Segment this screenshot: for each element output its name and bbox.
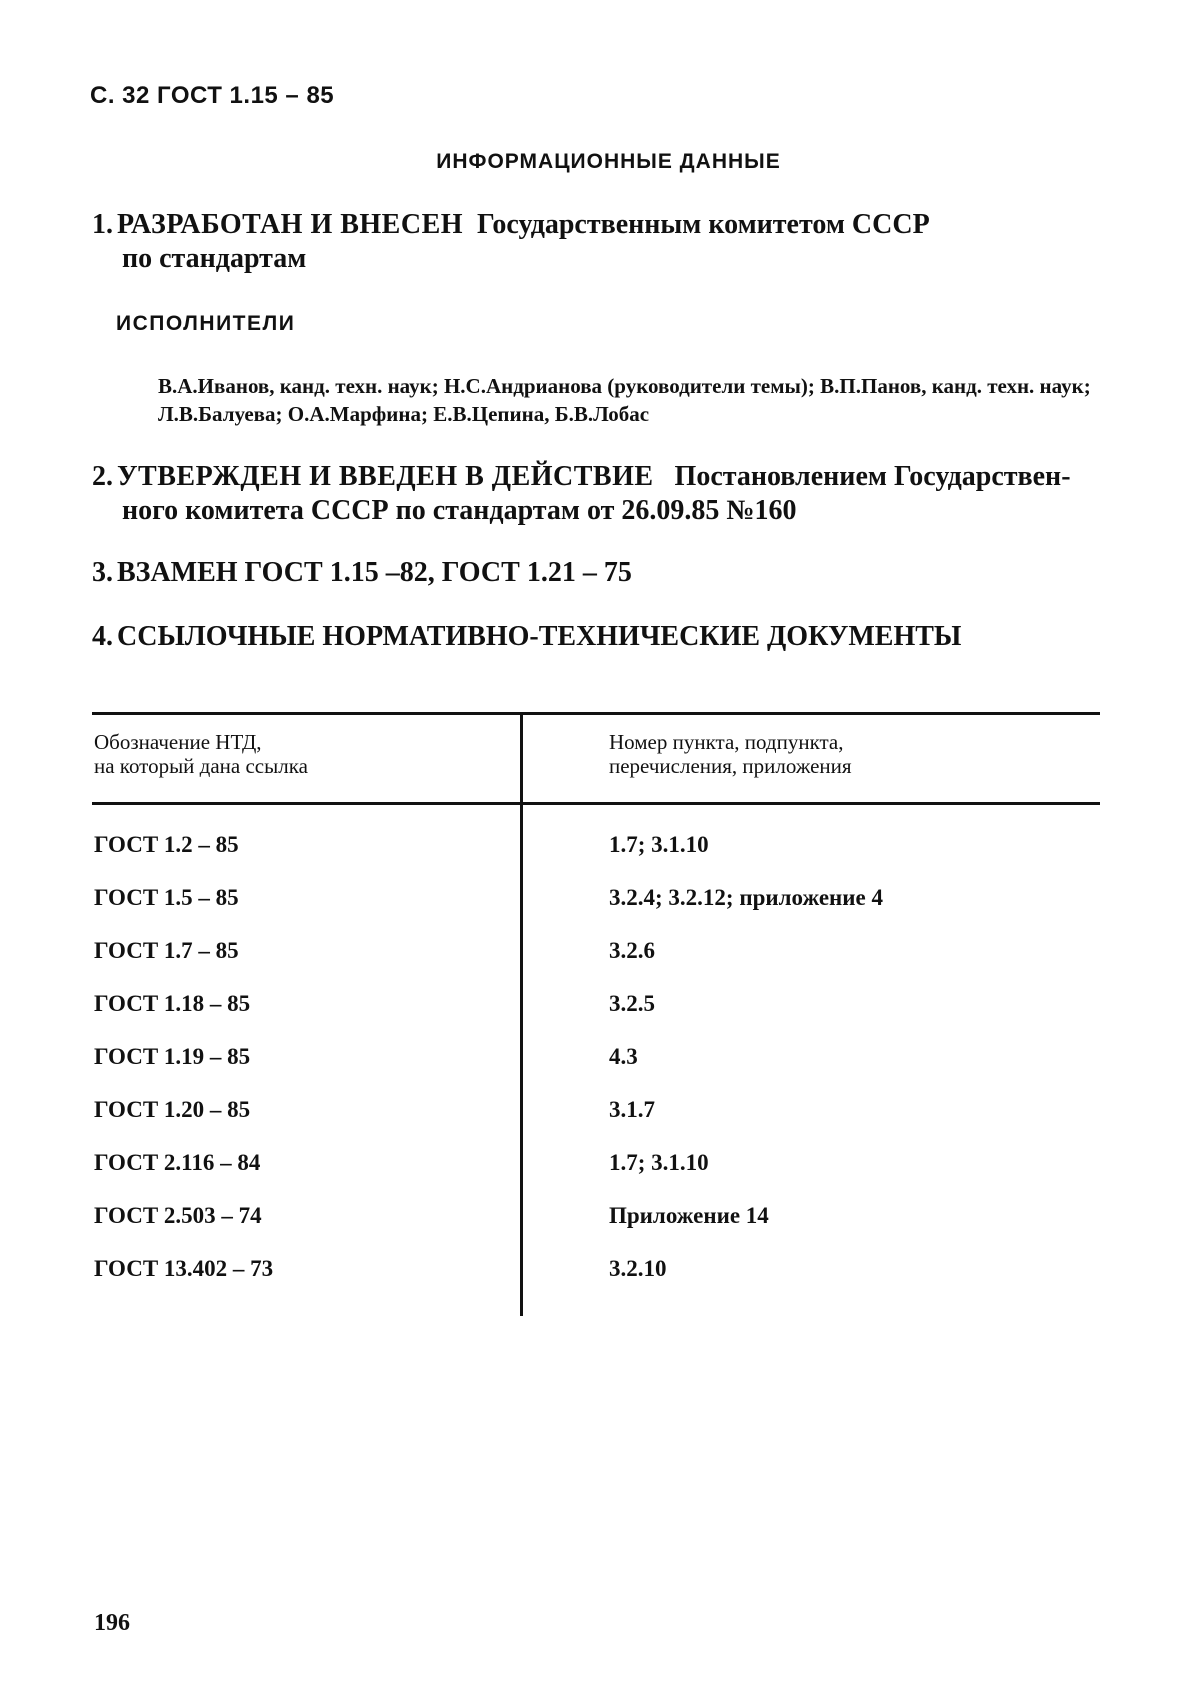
cell-document: ГОСТ 13.402 – 73 <box>94 1256 274 1281</box>
item-continuation: по стандартам <box>122 243 307 274</box>
references-table <box>92 712 1100 1316</box>
performers-list: В.А.Иванов, канд. техн. наук; Н.С.Андрианова (руководители темы); В.П.Панов, канд. техн. наук; Л.В.Балуева; О.А.Марфина; Е.В.Цепина, Б.В.Лобас <box>158 374 1091 426</box>
item-number: 1. <box>92 209 113 240</box>
header-line: Номер пункта, подпункта, <box>609 730 844 754</box>
item-approved <box>92 460 1102 528</box>
table-header-clause <box>609 730 1089 778</box>
item-text: ССЫЛОЧНЫЕ НОРМАТИВНО-ТЕХНИЧЕСКИЕ ДОКУМЕНТЫ <box>117 621 962 652</box>
header-line: перечисления, приложения <box>609 754 852 778</box>
table-row <box>92 1097 1100 1150</box>
performers-heading: ИСПОЛНИТЕЛИ <box>116 312 296 335</box>
cell-clause: 4.3 <box>609 1044 638 1069</box>
section-title: ИНФОРМАЦИОННЫЕ ДАННЫЕ <box>436 150 781 173</box>
item-text: Постановлением Государствен- <box>674 461 1071 492</box>
cell-document: ГОСТ 1.20 – 85 <box>94 1097 251 1122</box>
table-body <box>92 832 1100 1309</box>
cell-document: ГОСТ 1.19 – 85 <box>94 1044 251 1069</box>
table-row <box>92 1044 1100 1097</box>
cell-clause: 3.2.5 <box>609 991 655 1016</box>
table-row <box>92 1203 1100 1256</box>
table-row <box>92 1256 1100 1309</box>
cell-clause: 1.7; 3.1.10 <box>609 1150 709 1175</box>
table-row <box>92 938 1100 991</box>
running-head: С. 32 ГОСТ 1.15 – 85 <box>90 82 335 109</box>
cell-clause: 1.7; 3.1.10 <box>609 832 709 857</box>
item-continuation: ного комитета СССР по стандартам от 26.09.85 №160 <box>122 495 797 526</box>
item-replaces <box>92 556 1102 590</box>
cell-document: ГОСТ 2.116 – 84 <box>94 1150 261 1175</box>
cell-clause: 3.2.6 <box>609 938 655 963</box>
cell-clause: Приложение 14 <box>609 1203 769 1228</box>
item-number: 3. <box>92 557 113 588</box>
item-lead: УТВЕРЖДЕН И ВВЕДЕН В ДЕЙСТВИЕ <box>117 461 654 492</box>
table-top-rule <box>92 712 1100 715</box>
header-line: Обозначение НТД, <box>94 730 262 754</box>
cell-document: ГОСТ 1.2 – 85 <box>94 832 239 857</box>
cell-document: ГОСТ 1.18 – 85 <box>94 991 251 1016</box>
item-text: Государственным комитетом СССР <box>477 209 930 240</box>
page-number: 196 <box>94 1610 130 1636</box>
table-header-rule <box>92 802 1100 805</box>
table-row <box>92 832 1100 885</box>
cell-document: ГОСТ 1.7 – 85 <box>94 938 239 963</box>
cell-clause: 3.2.4; 3.2.12; приложение 4 <box>609 885 883 910</box>
table-row <box>92 991 1100 1044</box>
table-header-document <box>94 730 504 778</box>
table-row <box>92 1150 1100 1203</box>
item-references <box>92 620 1102 654</box>
item-number: 2. <box>92 461 113 492</box>
item-developed <box>92 208 1102 276</box>
cell-document: ГОСТ 1.5 – 85 <box>94 885 239 910</box>
header-line: на который дана ссылка <box>94 754 308 778</box>
item-lead: РАЗРАБОТАН И ВНЕСЕН <box>117 209 464 240</box>
item-number: 4. <box>92 621 113 652</box>
table-row <box>92 885 1100 938</box>
cell-clause: 3.1.7 <box>609 1097 655 1122</box>
item-text: ВЗАМЕН ГОСТ 1.15 –82, ГОСТ 1.21 – 75 <box>117 557 632 588</box>
cell-document: ГОСТ 2.503 – 74 <box>94 1203 262 1228</box>
cell-clause: 3.2.10 <box>609 1256 667 1281</box>
